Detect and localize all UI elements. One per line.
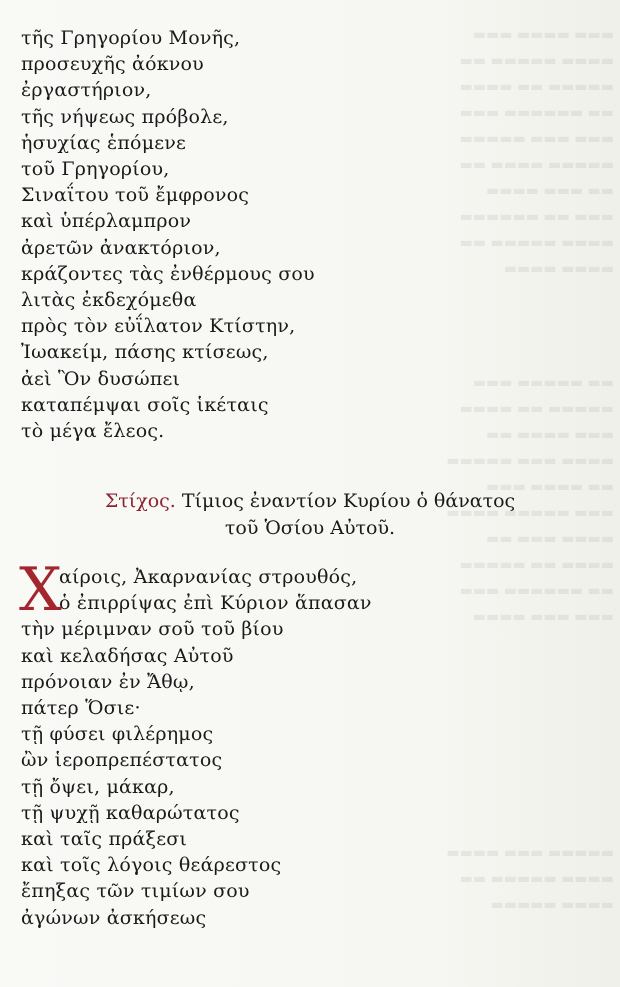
verse-line: τῇ ὄψει, μάκαρ, [21, 775, 175, 798]
verse-line: πρόνοιαν ἐν Ἄθῳ, [21, 670, 195, 693]
verse-line: αίροις, Ἀκαρνανίας στρουθός, [59, 566, 358, 588]
verse-line: ἔπηξας τῶν τιμίων σου [21, 880, 250, 903]
verse-line: τῆς νήψεως πρόβολε, [21, 105, 229, 128]
verse-line: Ἰωακείμ, πάσης κτίσεως, [21, 341, 269, 364]
show-through-texture: ▬▬▬ ▬▬▬▬▬ ▬▬ ▬▬▬▬ ▬▬ ▬▬▬▬▬ ▬▬ ▬▬▬▬ ▬▬▬ ▬▬▬▬▬ ▬▬▬ ▬▬▬▬ ▬▬▬ ▬▬▬▬ ▬▬ ▬▬▬▬ ▬▬▬▬▬ ▬▬▬ ▬▬ ▬▬▬ ▬▬▬▬ ▬▬▬▬▬ ▬▬ ▬▬▬▬ ▬▬▬ ▬▬▬▬▬▬ ▬▬ ▬▬▬▬ ▬▬▬ ▬▬▬ [446, 375, 614, 625]
verse-line: προσευχῆς ἀόκνου [21, 53, 204, 76]
verse-line: ὢν ἱεροπρεπέστατος [21, 749, 223, 772]
stichos-text: Τίμιος ἐναντίον Κυρίου ὁ θάνατος [181, 490, 516, 512]
verse-block-1 [21, 25, 315, 444]
stichos-heading [0, 488, 620, 542]
verse-line: τῇ φύσει φιλέρημος [21, 723, 214, 746]
stichos-line-2: τοῦ Ὁσίου Αὐτοῦ. [224, 517, 396, 539]
stichos-line-1 [0, 488, 620, 515]
verse-line: πάτερ Ὅσιε· [21, 697, 141, 720]
verse-line: τῇ ψυχῇ καθαρώτατος [21, 801, 240, 824]
verse-line: κράζοντες τὰς ἐνθέρμους σου [21, 262, 315, 285]
verse-line: καὶ ταῖς πράξεσι [21, 828, 188, 851]
verse-line: Σιναΐτου τοῦ ἔμφρονος [21, 184, 250, 207]
verse-line: ἐργαστήριον, [21, 79, 152, 102]
verse-line: λιτὰς ἐκδεχόμεθα [21, 289, 197, 312]
verse-line: ἡσυχίας ἑπόμενε [21, 131, 187, 154]
drop-cap-initial: Χ [19, 555, 62, 625]
verse-block-2 [19, 555, 372, 931]
verse-line: τῆς Γρηγορίου Μονῆς, [21, 27, 241, 49]
verse-line: ἀρετῶν ἀνακτόριον, [21, 236, 221, 259]
verse-line: ἀγώνων ἀσκήσεως [21, 906, 207, 929]
show-through-texture: ▬▬▬ ▬▬▬▬ ▬▬▬ ▬▬ ▬▬▬▬▬ ▬▬▬▬ ▬▬▬▬ ▬▬ ▬▬▬▬▬ ▬▬▬ ▬▬▬▬▬▬ ▬▬ ▬▬▬▬▬ ▬▬▬ ▬▬▬ ▬▬ ▬▬▬▬ ▬▬▬▬▬ ▬▬▬▬ ▬▬▬ ▬▬ ▬▬▬▬▬▬ ▬▬ ▬▬▬ ▬▬ ▬▬▬▬▬ ▬▬▬▬ ▬▬▬▬ ▬▬▬▬ [459, 27, 614, 277]
verse-line: καὶ τοῖς λόγοις θεάρεστος [21, 854, 282, 877]
verse-line: πρὸς τὸν εὐΐλατον Κτίστην, [21, 315, 296, 338]
stichos-label: Στίχος. [104, 490, 176, 512]
verse-line: καὶ ὑπέρλαμπρον [21, 210, 192, 233]
show-through-texture: ▬▬▬▬ ▬▬▬ ▬▬▬▬▬ ▬▬ ▬▬▬▬▬ ▬▬▬▬ ▬▬▬▬▬ ▬▬▬▬ [446, 845, 614, 913]
verse-line: τὴν μέριμναν σοῦ τοῦ βίου [21, 618, 284, 641]
verse-line: ἀεὶ Ὃν δυσώπει [21, 367, 181, 390]
verse-line: τοῦ Γρηγορίου, [21, 158, 170, 181]
verse-line: τὸ μέγα ἔλεος. [21, 420, 165, 443]
verse-line: καταπέμψαι σοῖς ἱκέταις [21, 393, 269, 416]
verse-line: ὁ ἐπιρρίψας ἐπὶ Κύριον ἅπασαν [59, 592, 372, 615]
verse-line: καὶ κελαδήσας Αὐτοῦ [21, 644, 234, 667]
